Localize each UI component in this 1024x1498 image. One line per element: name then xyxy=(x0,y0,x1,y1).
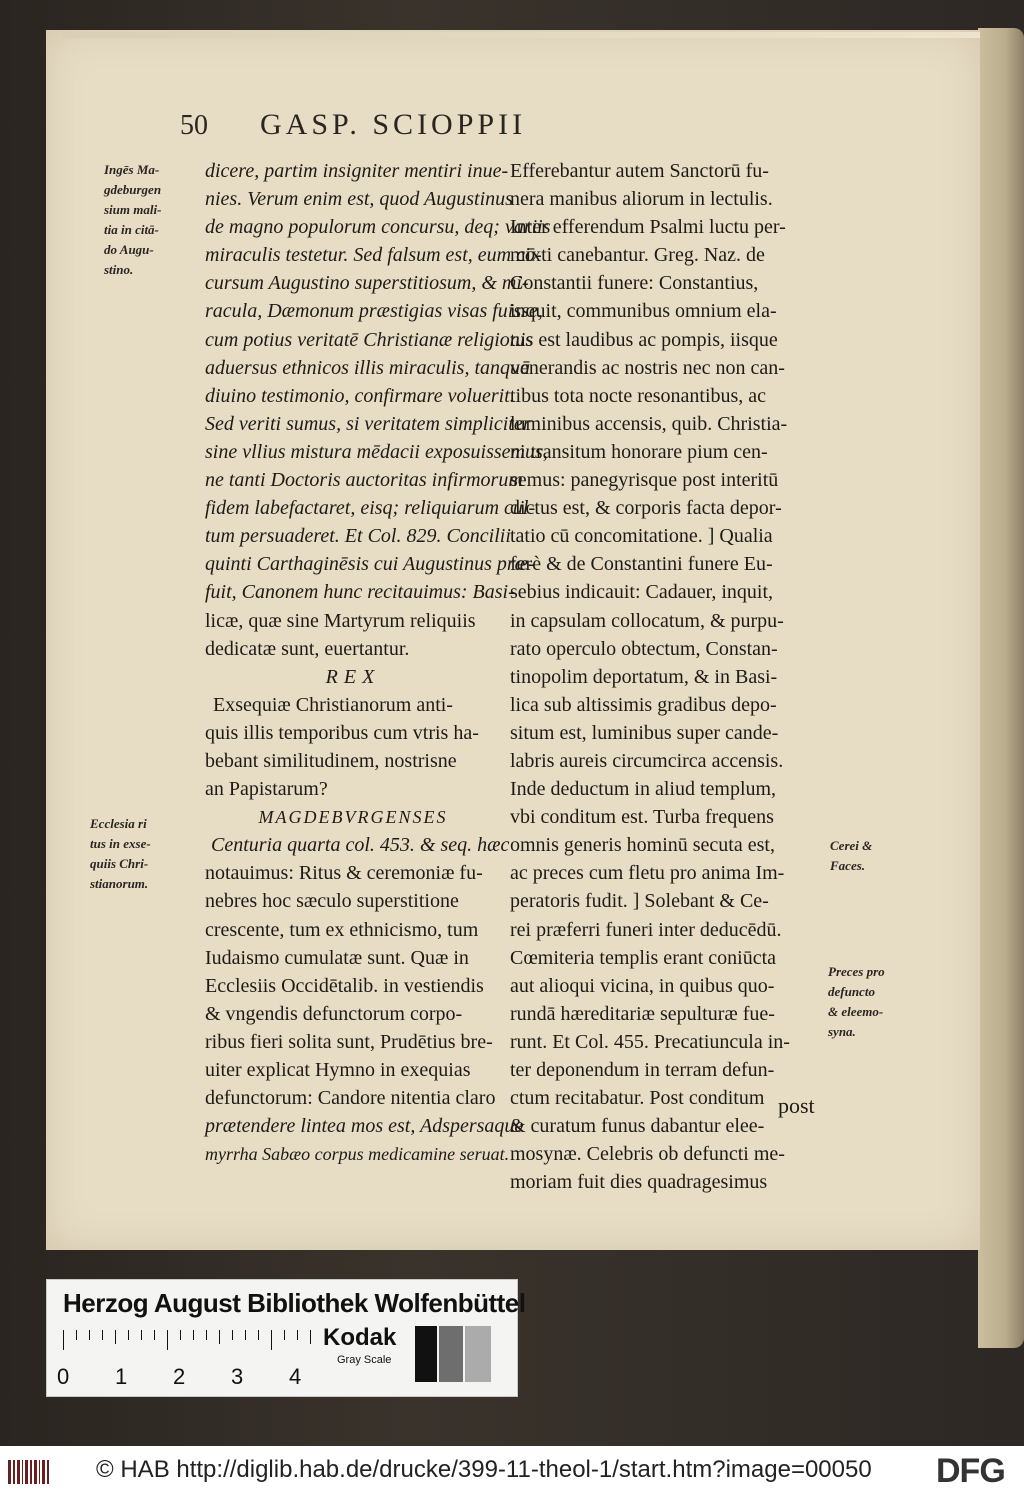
text-line: nies. Verum enim est, quod Augustinus xyxy=(205,188,513,211)
text-line: ne tanti Doctoris auctoritas infirmorum xyxy=(205,469,523,492)
running-head xyxy=(180,108,660,148)
barcode-bar xyxy=(34,1460,37,1484)
catchword: post xyxy=(778,1093,815,1118)
barcode-bar xyxy=(47,1460,49,1484)
text-line: bebant similitudinem, nostrisne xyxy=(205,749,457,772)
ruler-tick xyxy=(310,1330,311,1344)
text-line: in capsulam collocatum, & purpu- xyxy=(510,609,784,632)
marginal-line: & eleemo- xyxy=(828,1004,884,1019)
text-line: mixti canebantur. Greg. Naz. de xyxy=(510,244,765,267)
text-line: fidem labefactaret, eisq; reliquiarum cul- xyxy=(205,497,536,520)
barcode-bar xyxy=(39,1460,40,1484)
text-line: Inter efferendum Psalmi luctu per- xyxy=(510,216,786,239)
text-line: semus: panegyrisque post interitū xyxy=(510,469,779,492)
ruler-tick xyxy=(258,1330,259,1340)
ruler-number: 0 xyxy=(57,1364,70,1389)
marginal-note-left-1 xyxy=(104,160,161,280)
barcode-bar xyxy=(30,1460,32,1484)
ruler-tick xyxy=(89,1330,90,1340)
text-line: runt. Et Col. 455. Precatiuncula in- xyxy=(510,1030,790,1053)
barcode-bar xyxy=(8,1460,11,1484)
marginal-line: do Augu- xyxy=(104,242,154,257)
text-line: miraculis testetur. Sed falsum est, eum cō- xyxy=(205,244,542,267)
barcode-icon xyxy=(8,1460,50,1484)
ruler-tick xyxy=(245,1330,246,1340)
text-line: peratoris fudit. ] Solebant & Ce- xyxy=(510,890,769,913)
text-line: situm est, luminibus super cande- xyxy=(510,721,779,744)
text-line: Exsequiæ Christianorum anti- xyxy=(213,693,453,716)
dfg-logo: DFG xyxy=(936,1452,1005,1490)
text-line: de magno populorum concursu, deq; variis xyxy=(205,216,551,239)
text-line: nebres hoc sæculo superstitione xyxy=(205,890,459,913)
color-card xyxy=(46,1279,526,1397)
marginal-line: Faces. xyxy=(830,858,866,873)
text-line: cum potius veritatē Christianæ religionis xyxy=(205,328,534,351)
text-line: Cœmiteria templis erant coniūcta xyxy=(510,946,777,969)
ruler-tick xyxy=(63,1330,64,1350)
text-line: inquit, communibus omnium ela- xyxy=(510,300,777,323)
barcode-bar xyxy=(25,1460,28,1484)
kodak-logo: Kodak xyxy=(323,1324,397,1351)
gray-scale-label: Gray Scale xyxy=(337,1354,392,1366)
ruler-tick xyxy=(193,1330,194,1340)
text-line: ctum recitabatur. Post conditum xyxy=(510,1087,765,1110)
section-heading-magdeburgenses: MAGDEBVRGENSES xyxy=(258,807,448,828)
text-line: ni transitum honorare pium cen- xyxy=(510,440,768,463)
text-line: rato operculo obtectum, Constan- xyxy=(510,637,778,660)
next-page-edge xyxy=(978,28,1024,1348)
ruler-tick xyxy=(115,1330,116,1344)
library-name: Herzog August Bibliothek Wolfenbüttel xyxy=(63,1288,526,1318)
text-line: quinti Carthaginēsis cui Augustinus præ- xyxy=(205,553,535,576)
ruler-tick xyxy=(271,1330,272,1350)
text-line: & vngendis defunctorum corpo- xyxy=(205,1002,463,1025)
text-line: tatio cū concomitatione. ] Qualia xyxy=(510,525,773,548)
marginal-note-right-2 xyxy=(828,962,885,1042)
ruler-tick xyxy=(141,1330,142,1340)
marginal-line: stino. xyxy=(104,262,134,277)
text-line: dictus est, & corporis facta depor- xyxy=(510,497,782,520)
ruler-number: 2 xyxy=(173,1364,186,1389)
text-line: Centuria quarta col. 453. & seq. hæc xyxy=(211,834,510,857)
text-line: racula, Dæmonum præstigias visas fuisse, xyxy=(205,300,543,323)
text-line: venerandis ac nostris nec non can- xyxy=(510,356,785,379)
text-line: uiter explicat Hymno in exequias xyxy=(205,1059,471,1081)
marginal-line: tus in exse- xyxy=(90,836,151,851)
marginal-line: quiis Chri- xyxy=(90,856,149,871)
ruler-tick xyxy=(219,1330,220,1344)
text-line: mosynæ. Celebris ob defuncti me- xyxy=(510,1143,785,1166)
ruler-number: 4 xyxy=(289,1364,302,1389)
marginal-note-left-2 xyxy=(90,814,151,894)
gray-swatch-black xyxy=(415,1326,437,1382)
text-line: labris aureis circumcirca accensis. xyxy=(510,749,784,772)
text-line: ribus fieri solita sunt, Prudētius bre- xyxy=(205,1030,493,1053)
text-line: ferè & de Constantini funere Eu- xyxy=(510,553,773,576)
ruler-tick xyxy=(284,1330,285,1340)
text-line: diuino testimonio, confirmare voluerit. xyxy=(205,384,515,407)
text-line: ter deponendum in terram defun- xyxy=(510,1059,775,1081)
marginal-line: gdeburgen xyxy=(104,182,162,197)
ruler-number: 3 xyxy=(231,1364,244,1389)
ruler-tick xyxy=(297,1330,298,1340)
ruler-tick xyxy=(128,1330,129,1340)
text-line: Iudaismo cumulatæ sunt. Quæ in xyxy=(205,946,469,969)
marginal-line: syna. xyxy=(828,1024,856,1039)
barcode-bar xyxy=(13,1460,15,1484)
barcode-bar xyxy=(22,1460,23,1484)
marginal-line: Preces pro xyxy=(828,964,885,979)
text-line: tibus tota nocte resonantibus, ac xyxy=(510,384,767,407)
text-line: prætendere lintea mos est, Adspersaque xyxy=(205,1115,524,1138)
text-line: rundā hæreditariæ sepulturæ fue- xyxy=(510,1002,775,1025)
text-line: defunctorum: Candore nitentia claro xyxy=(205,1087,496,1110)
right-column xyxy=(510,157,826,1196)
marginal-line: tia in citā- xyxy=(104,222,159,237)
text-line: luminibus accensis, quib. Christia- xyxy=(510,412,788,435)
footer-bar xyxy=(0,1446,1024,1498)
text-line: moriam fuit dies quadragesimus xyxy=(510,1171,768,1194)
ruler-scale xyxy=(63,1330,313,1350)
text-line: fuit, Canonem hunc recitauimus: Basi- xyxy=(205,581,515,604)
marginal-line: Ecclesia ri xyxy=(90,816,147,831)
ruler-tick xyxy=(76,1330,77,1340)
text-line: Ecclesiis Occidētalib. in vestiendis xyxy=(205,974,484,997)
text-line: aduersus ethnicos illis miraculis, tanquā xyxy=(205,356,530,379)
text-line: licæ, quæ sine Martyrum reliquiis xyxy=(205,609,476,632)
marginal-line: stianorum. xyxy=(90,876,149,891)
text-line: an Papistarum? xyxy=(205,778,328,801)
ruler-number: 1 xyxy=(115,1364,128,1389)
text-line: Inde deductum in aliud templum, xyxy=(510,778,777,801)
gray-swatch-dark xyxy=(439,1326,463,1382)
page-number: 50 xyxy=(180,110,208,141)
marginal-line: Cerei & xyxy=(830,838,873,853)
ruler-tick xyxy=(102,1330,103,1340)
text-line: Sed veriti sumus, si veritatem simpliciter xyxy=(205,412,531,435)
ruler-tick xyxy=(206,1330,207,1340)
text-line: rei præferri funeri inter deducēdū. xyxy=(510,918,782,941)
text-line: lica sub altissimis gradibus depo- xyxy=(510,693,777,716)
marginal-line: defuncto xyxy=(828,984,875,999)
ruler-tick xyxy=(154,1330,155,1340)
text-line: Constantii funere: Constantius, xyxy=(510,272,759,295)
left-column xyxy=(205,157,551,1168)
text-line: cursum Augustino superstitiosum, & mi- xyxy=(205,272,529,295)
source-url-link[interactable]: © HAB http://diglib.hab.de/drucke/399-11-theol-1/start.htm?image=00050 xyxy=(96,1456,872,1483)
text-line: tum persuaderet. Et Col. 829. Concilii xyxy=(205,525,511,548)
text-line: & curatum funus dabantur elee- xyxy=(510,1115,765,1138)
barcode-bar xyxy=(17,1460,20,1484)
ruler-tick xyxy=(232,1330,233,1340)
running-title: GASP. SCIOPPII xyxy=(260,108,527,141)
text-line: myrrha Sabæo corpus medicamine seruat. xyxy=(205,1144,510,1165)
text-line: dedicatæ sunt, euertantur. xyxy=(205,637,410,660)
marginal-line: Ingēs Ma- xyxy=(104,162,160,177)
text-line: quis illis temporibus cum vtris ha- xyxy=(205,721,479,744)
text-line: tus est laudibus ac pompis, iisque xyxy=(510,328,778,351)
text-line: Efferebantur autem Sanctorū fu- xyxy=(510,160,769,182)
barcode-bar xyxy=(42,1460,45,1484)
text-line: nera manibus aliorum in lectulis. xyxy=(510,188,773,211)
text-line: notauimus: Ritus & ceremoniæ fu- xyxy=(205,862,483,885)
page-top-edge xyxy=(62,32,980,38)
text-line: ac preces cum fletu pro anima Im- xyxy=(510,862,785,885)
text-line: crescente, tum ex ethnicismo, tum xyxy=(205,918,479,941)
text-line: aut alioqui vicina, in quibus quo- xyxy=(510,974,775,997)
gray-swatch-mid xyxy=(465,1326,491,1382)
text-line: tinopolim deportatum, & in Basi- xyxy=(510,665,778,688)
text-line: sine vllius mistura mēdacii exposuissemus, xyxy=(205,440,548,463)
ruler-tick xyxy=(180,1330,181,1340)
text-line: sebius indicauit: Cadauer, inquit, xyxy=(510,581,774,604)
ruler-tick xyxy=(167,1330,168,1350)
text-line: vbi conditum est. Turba frequens xyxy=(510,806,774,829)
text-line: omnis generis hominū secuta est, xyxy=(510,834,775,857)
marginal-note-right-1 xyxy=(830,836,872,876)
text-line: dicere, partim insigniter mentiri inue- xyxy=(205,160,509,182)
section-heading-rex: REX xyxy=(325,665,381,688)
marginal-line: sium mali- xyxy=(104,202,162,217)
